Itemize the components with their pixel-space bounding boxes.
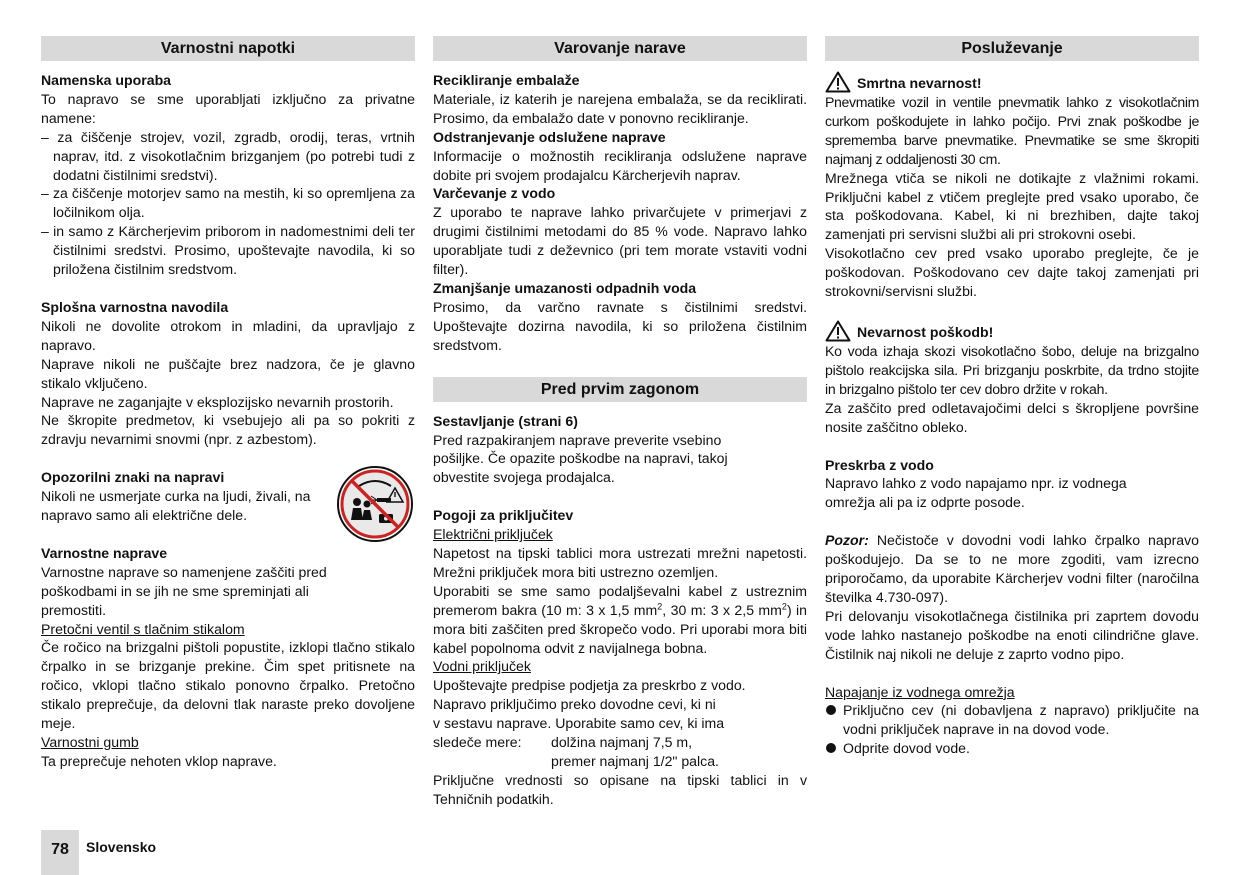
text-line: Upoštevajte predpise podjetja za preskrbo z vodo. [433, 677, 746, 694]
section-banner-before-start: Pred prvim zagonom [433, 377, 807, 402]
section-banner-operation: Posluževanje [825, 36, 1199, 61]
heading-disposal: Odstranjevanje odslužene naprave [433, 128, 666, 145]
subheading-electrical: Električni priključek [433, 526, 553, 543]
paragraph: Ne škropite predmetov, ki vsebujejo ali pa so pokriti z zdravju nevarnimi snovmi (npr. z azbestom). [41, 412, 415, 448]
list-item: – in samo z Kärcherjevim priborom in nadomestnimi deli ter čistilnimi sredstvi. Prosimo, upoštevajte navodila, ki so priložena čistilnim sredstvom. [41, 223, 415, 278]
column-operation [825, 36, 1199, 758]
text-line: v sestavu naprave. Uporabite samo cev, ki ima [433, 715, 725, 732]
heading-injury-danger: Nevarnost poškodb! [857, 324, 994, 341]
heading-mortal-danger: Smrtna nevarnost! [857, 75, 982, 92]
paragraph-safety-button: Ta preprečuje nehoten vklop naprave. [41, 752, 277, 769]
list-item: Priključno cev (ni dobavljena z napravo) priključite na vodni priključek naprave in na dovod vode. [825, 701, 1199, 739]
paragraph-recycling: Materiale, iz katerih je narejena embalaža, se da reciklirati. Prosimo, da embalažo date v ponovno recikliranje. [433, 90, 807, 126]
warning-triangle-icon [825, 320, 851, 342]
paragraph-warning-signs: Nikoli ne usmerjate curka na ljudi, živali, na napravo samo ali električne dele. [41, 488, 311, 524]
hose-specs [433, 733, 807, 752]
paragraph: Naprave nikoli ne puščajte brez nadzora, če je glavno stikalo vključeno. [41, 355, 415, 391]
heading-general-safety: Splošna varnostna navodila [41, 298, 229, 315]
spec-diameter: premer najmanj 1/2" palca. [551, 753, 719, 769]
caution-label: Pozor: [825, 532, 869, 549]
text-line: Pred razpakiranjem naprave preverite vsebino [433, 431, 722, 448]
warning-danger-heading [825, 71, 1199, 93]
warning-signs-block [41, 468, 415, 525]
text-line: omrežja ali pa iz odprte posode. [825, 494, 1025, 511]
paragraph-intended-use: To napravo se sme uporabljati izključno za privatne namene: [41, 90, 415, 126]
bullet-icon [826, 743, 836, 753]
heading-recycling: Recikliranje embalaže [433, 72, 580, 88]
paragraph-disposal: Informacije o možnostih recikliranja odslužene naprave dobite pri svojem prodajalcu Kärcherjevih naprav. [433, 147, 807, 183]
heading-safety-devices: Varnostne naprave [41, 544, 168, 561]
paragraph-caution: Pozor: Nečistoče v dovodni vodi lahko črpalko napravo poškodujejo. Da se to ne more zgoditi, vam izrecno priporočamo, da uporabite Kärcherjev vodni filter (naročilna številka 4.730-097). [825, 532, 1199, 605]
subheading-mains-water: Napajanje iz vodnega omrežja [825, 683, 1015, 700]
paragraph-hose: Visokotlačno cev pred vsako uporabo preglejte, če je poškodovan. Poškodovano cev dajte takoj zamenjati pri strokovni/servisni službi. [825, 245, 1199, 300]
column-safety [41, 36, 415, 771]
list-item: Odprite dovod vode. [825, 739, 1199, 758]
section-banner-environment: Varovanje narave [433, 36, 807, 61]
page-number: 78 [41, 830, 79, 875]
text-line: obvestite svojega prodajalca. [433, 469, 615, 486]
paragraph: Nikoli ne dovolite otrokom in mladini, da upravljajo z napravo. [41, 317, 415, 353]
paragraph-water-saving: Z uporabo te naprave lahko privarčujete v primerjavi z drugimi čistilnimi metodami do 85 % vode. Napravo lahko uporabljate tudi z deževnico (pri tem morate vstaviti vodni filter). [433, 204, 807, 278]
paragraph: Naprave ne zaganjajte v eksplozijsko nevarnih prostorih. [41, 393, 394, 410]
subheading-flow-valve: Pretočni ventil s tlačnim stikalom [41, 620, 245, 637]
spec-length: dolžina najmanj 7,5 m, [551, 734, 693, 751]
column-environment [433, 36, 807, 809]
paragraph-waste-water: Prosimo, da varčno ravnate s čistilnimi sredstvi. Upoštevajte dozirna navodila, ki so priložena čistilnim sredstvom. [433, 298, 807, 353]
spec-label: sledeče mere: [433, 734, 522, 751]
paragraph-electrical: Napetost na tipski tablici mora ustrezati mrežni napetosti. Mrežni priključek mora biti ustrezno ozemljen. [433, 545, 807, 580]
bullet-icon [826, 705, 836, 715]
subheading-water-connection: Vodni priključek [433, 658, 531, 675]
heading-connection-conditions: Pogoji za priključitev [433, 507, 574, 524]
paragraph-reaction-force: Ko voda izhaja skozi visokotlačno šobo, deluje na brizgalno pištolo reakcijska sila. Pri brizganju poskrbite, da trdno stojite in brizgalno pištolo ter cev dobro držite v rokah. [825, 342, 1199, 397]
warning-triangle-icon [825, 71, 851, 93]
heading-waste-water: Zmanjšanje umazanosti odpadnih voda [433, 279, 697, 296]
heading-warning-signs: Opozorilni znaki na napravi [41, 469, 225, 486]
heading-water-supply: Preskrba z vodo [825, 456, 934, 473]
paragraph-flow-valve: Če ročico na brizgalni pištoli popustite, izklopi tlačno stikalo črpalko in se brizganje prekine. Čim spet pritisnete na ročico, vklopi tlačno stikalo ponovno črpalko. Pretočno stikalo preprečuje, da delovni tlak naraste preko dovoljene meje. [41, 639, 415, 732]
subheading-safety-button: Varnostni gumb [41, 734, 139, 750]
heading-intended-use: Namenska uporaba [41, 72, 172, 88]
text-line: Napravo lahko z vodo napajamo npr. iz vodnega [825, 475, 1127, 492]
text-line: pošiljke. Če opazite poškodbe na napravi, takoj [433, 450, 728, 467]
footer-language: Slovensko [86, 839, 157, 855]
heading-water-saving: Varčevanje z vodo [433, 185, 556, 202]
paragraph-tyres: Pnevmatike vozil in ventile pnevmatik lahko z visokotlačnim curkom poškodujete in lahko počijo. Prvi znak poškodbe je sprememba barve pnevmatike. Pnevmatike se sme škropiti najmanj z oddaljenosti 30 cm. [825, 94, 1199, 167]
list-item: – za čiščenje strojev, vozil, zgradb, orodij, teras, vrtnih naprav, itd. z visokotlačnim brizganjem (po potrebi tudi z dodatni čistilnimi sredstvi). [41, 128, 415, 183]
paragraph-plug: Mrežnega vtiča se nikoli ne dotikajte z vlažnimi rokami. Priključni kabel z vtičem preglejte pred vsako uporabo, če sta poškodovana. Kabel, ki ni brezhiben, dajte takoj zamenjati pri servisni službi ali pri strokovni osebi. [825, 169, 1199, 243]
heading-assembly: Sestavljanje (strani 6) [433, 412, 578, 429]
list-item: – za čiščenje motorjev samo na mestih, ki so opremljena za ločilnikom olja. [41, 185, 415, 221]
paragraph-protective-clothing: Za zaščito pred odletavajočimi delci s škropljene površine nosite zaščitno obleko. [825, 399, 1199, 435]
paragraph-extension-cable: Uporabiti se sme samo podaljševalni kabel z ustreznim premerom bakra (10 m: 3 x 1,5 $mm^2$, 30 m: 3 x 2,5 $mm^2$) in mora biti zaščiten pred škropečo vodo. Pri uporabi mora biti kabel popolnoma odvit z navijalnega bobna. [433, 582, 808, 656]
paragraph-safety-devices: Varnostne naprave so namenjene zaščiti pred poškodbami in se jih ne sme spreminjati ali premostiti. [41, 563, 327, 618]
text-line: Napravo priključimo preko dovodne cevi, ki ni [433, 696, 716, 713]
paragraph-ratings: Priključne vrednosti so opisane na tipski tablici in v Tehničnih podatkih. [433, 771, 807, 807]
warning-injury-heading [825, 320, 1199, 342]
no-spray-prohibition-icon [335, 464, 415, 544]
paragraph-closed-supply: Pri delovanju visokotlačnega čistilnika pri zaprtem dovodu vode lahko nastanejo poškodbe na enoti cilindrične glave. Čistilnik naj nikoli ne deluje z zaprto vodno pipo. [825, 607, 1199, 662]
section-banner-safety: Varnostni napotki [41, 36, 415, 61]
